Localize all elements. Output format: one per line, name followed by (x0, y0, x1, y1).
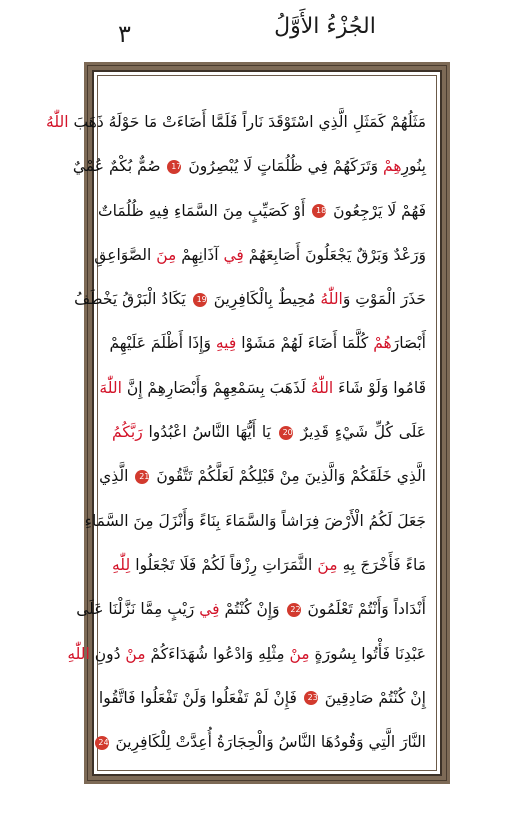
verse-text: فَإِنْ لَمْ تَفْعَلُوا وَلَنْ تَفْعَلُوا فَاتَّقُوا (98, 688, 302, 707)
text-line (74, 277, 426, 321)
highlighted-word: لِلّٰهِ (112, 555, 131, 574)
ayah-number-marker: 23 (304, 691, 318, 705)
verse-text: كُلَّمَا أَضَاءَ لَهُمْ مَشَوْا (236, 334, 374, 353)
verse-text: مَثَلُهُمْ كَمَثَلِ الَّذِي اسْتَوْقَدَ نَاراً فَلَمَّا أَضَاءَتْ مَا حَوْلَهُ ذَهَبَ (68, 113, 426, 131)
verse-text: الصَّوَاعِقِ (94, 245, 157, 264)
page-number: ٣ (118, 20, 131, 48)
ayah-number-marker: 24 (95, 736, 109, 750)
verse-text: وَرَعْدٌ وَبَرْقٌ يَجْعَلُونَ أَصَابِعَهُمْ (243, 245, 426, 264)
verse-text: بِنُورِ (401, 157, 426, 176)
verse-text: يَكَادُ الْبَرْقُ يَخْطَفُ (74, 290, 191, 309)
verse-text: عَلَى كُلِّ شَيْءٍ قَدِيرٌ (294, 423, 426, 442)
highlighted-word: مِنَ (317, 555, 338, 574)
verse-text: فَهُمْ لَا يَرْجِعُونَ (328, 201, 426, 220)
text-line (112, 543, 426, 587)
verse-text: جَعَلَ لَكُمُ الْأَرْضَ فِرَاشاً وَالسَّمَاءَ بِنَاءً وَأَنْزَلَ مِنَ السَّمَاءِ (84, 511, 426, 530)
verse-text: صُمٌّ بُكْمٌ عُمْيٌ (72, 157, 166, 176)
verse-text: إِنْ كُنْتُمْ صَادِقِينَ (319, 688, 426, 707)
text-line (109, 321, 426, 365)
ornamental-frame (46, 62, 450, 784)
text-line (72, 144, 426, 188)
text-line (99, 454, 426, 498)
ayah-number-marker: 20 (279, 426, 293, 440)
text-line (76, 587, 426, 631)
highlighted-word: اللّٰهَ (99, 378, 122, 397)
highlighted-word: فِي (199, 600, 220, 619)
text-line (98, 189, 426, 233)
highlighted-word: مِنْ (125, 644, 146, 663)
verse-text: وَإِذَا أَظْلَمَ عَلَيْهِمْ (109, 334, 216, 353)
text-line (94, 233, 426, 277)
highlighted-word: مِنَ (156, 245, 177, 264)
text-panel (46, 70, 442, 776)
text-line (98, 676, 426, 720)
quran-text (46, 100, 427, 762)
text-line (98, 720, 426, 764)
text-line (84, 499, 426, 543)
verse-text: آذَانِهِمْ (176, 245, 224, 264)
verse-text: لَذَهَبَ بِسَمْعِهِمْ وَأَبْصَارِهِمْ إِنَّ (121, 378, 311, 397)
verse-text: الَّذِي خَلَقَكُمْ وَالَّذِينَ مِنْ قَبْلِكُمْ لَعَلَّكُمْ تَتَّقُونَ (151, 467, 426, 486)
verse-text: قَامُوا وَلَوْ شَاءَ (333, 378, 426, 397)
verse-text: الَّذِي (99, 467, 134, 486)
ayah-number-marker: 18 (312, 204, 326, 218)
verse-text: الثَّمَرَاتِ رِزْقاً لَكُمْ فَلَا تَجْعَلُوا (130, 555, 318, 574)
verse-text: وَتَرَكَهُمْ فِي ظُلُمَاتٍ لَا يُبْصِرُونَ (183, 157, 384, 176)
page-header (0, 0, 518, 62)
text-line (67, 632, 426, 676)
verse-text: رَيْبٍ مِمَّا نَزَّلْنَا عَلَى (76, 600, 200, 619)
highlighted-word: مِنْ (289, 644, 310, 663)
ayah-number-marker: 17 (167, 160, 181, 174)
verse-text: مِثْلِهِ وَادْعُوا شُهَدَاءَكُمْ (145, 644, 290, 663)
highlighted-word: اللّٰهُ (320, 290, 343, 309)
ayah-number-marker: 22 (287, 603, 301, 617)
highlighted-word: رَبَّكُمُ (112, 423, 143, 442)
verse-text: يَا أَيُّهَا النَّاسُ اعْبُدُوا (142, 423, 277, 442)
text-line (112, 410, 426, 454)
verse-text: مَاءً فَأَخْرَجَ بِهِ (337, 555, 427, 574)
verse-text: أَوْ كَصَيِّبٍ مِنَ السَّمَاءِ فِيهِ ظُلُمَاتٌ (98, 201, 311, 220)
highlighted-word: اللّٰهُ (310, 378, 334, 397)
highlighted-word: فِيهِ (215, 334, 237, 353)
ayah-number-marker: 21 (135, 470, 149, 484)
verse-text: دُونِ (89, 644, 126, 663)
verse-text: مُحِيطٌ بِالْكَافِرِينَ (208, 290, 321, 309)
verse-text: عَبْدِنَا فَأْتُوا بِسُورَةٍ (309, 644, 426, 663)
text-line (99, 366, 426, 410)
highlighted-word: اللّٰهُ (46, 113, 69, 131)
verse-text: وَإِنْ كُنْتُمْ (219, 600, 285, 619)
text-line (46, 100, 426, 144)
verse-text: أَنْدَاداً وَأَنْتُمْ تَعْلَمُونَ (302, 600, 426, 619)
juz-title: الجُزْءُ الأَوَّلُ (274, 14, 376, 39)
highlighted-word: فِي (223, 245, 244, 264)
highlighted-word: هِمْ (383, 157, 402, 176)
highlighted-word: هُمْ (373, 334, 392, 353)
highlighted-word: اللّٰهِ (67, 644, 90, 663)
verse-text: حَذَرَ الْمَوْتِ وَ (342, 290, 426, 309)
verse-text: النَّارَ الَّتِي وَقُودُهَا النَّاسُ وَالْحِجَارَةُ أُعِدَّتْ لِلْكَافِرِينَ (110, 733, 426, 752)
verse-text: أَبْصَارَ (391, 334, 426, 353)
ayah-number-marker: 19 (193, 293, 207, 307)
